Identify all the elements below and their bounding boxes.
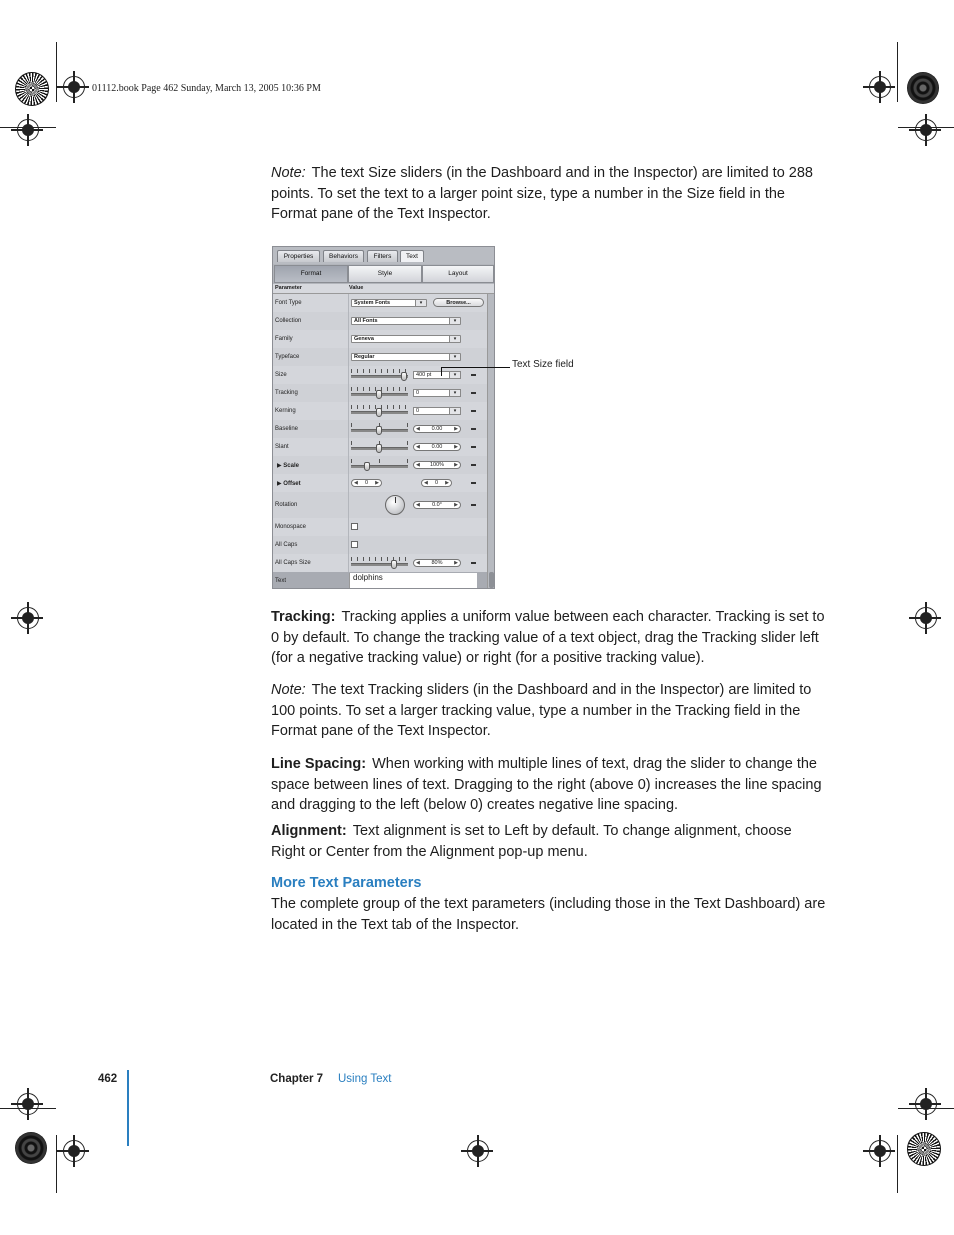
- crosshair-bar: [863, 86, 895, 88]
- scale-value: 100%: [429, 462, 445, 468]
- alignment-paragraph: [271, 821, 827, 862]
- note-label: Note:: [271, 682, 306, 698]
- crosshair-bar: [57, 86, 89, 88]
- crosshair-bar: [11, 1103, 43, 1105]
- parameter-header: [273, 284, 494, 294]
- row-rotation: [273, 492, 487, 519]
- row-text: [273, 572, 487, 589]
- kerning-field[interactable]: [413, 407, 461, 415]
- chevron-left-icon[interactable]: ◀: [416, 444, 420, 450]
- segment-style[interactable]: Style: [348, 265, 422, 283]
- baseline-value: 0.00: [431, 426, 443, 432]
- slider-thumb[interactable]: [376, 390, 382, 399]
- segment-format[interactable]: Format: [274, 265, 348, 283]
- collection-popup[interactable]: [351, 317, 461, 325]
- monospace-checkbox[interactable]: [351, 523, 358, 530]
- chevron-down-icon: ▾: [449, 390, 460, 396]
- tracking-text: Tracking applies a uniform value between each character. Tracking is set to 0 by default. To change the tracking value of a text object, drag the Tracking slider left (for a negative tracking value) or right (for a positive tracking value).: [271, 609, 825, 666]
- slider-thumb[interactable]: [376, 426, 382, 435]
- kerning-slider[interactable]: [351, 405, 408, 417]
- size-label: Size: [275, 372, 287, 378]
- callout-leader: [441, 367, 510, 368]
- row-all-caps: [273, 536, 487, 555]
- inspector-scrollbar[interactable]: [487, 294, 495, 589]
- offset-x-value: 0: [364, 480, 369, 486]
- reset-icon[interactable]: [471, 464, 476, 466]
- tab-properties[interactable]: Properties: [277, 250, 320, 262]
- crosshair-bar: [11, 617, 43, 619]
- row-scale: [273, 456, 487, 475]
- crosshair-bar: [909, 1103, 941, 1105]
- alignment-term: Alignment:: [271, 823, 347, 839]
- kerning-label: Kerning: [275, 408, 296, 414]
- registration-target-top-right: [907, 72, 939, 104]
- baseline-slider[interactable]: [351, 423, 408, 435]
- chevron-right-icon[interactable]: ▶: [445, 480, 449, 486]
- print-slug: 01112.book Page 462 Sunday, March 13, 2005 10:36 PM: [92, 83, 321, 94]
- tab-filters[interactable]: Filters: [367, 250, 398, 262]
- offset-x-stepper[interactable]: [351, 479, 382, 487]
- row-all-caps-size: [273, 554, 487, 573]
- slant-stepper[interactable]: [413, 443, 461, 451]
- callout-leader: [441, 367, 442, 376]
- scale-label[interactable]: [277, 462, 299, 469]
- slider-thumb[interactable]: [364, 462, 370, 471]
- crosshair-bar: [11, 129, 43, 131]
- section-heading: More Text Parameters: [271, 875, 422, 891]
- row-monospace: [273, 518, 487, 537]
- header-value: Value: [349, 285, 364, 291]
- tracking-slider[interactable]: [351, 387, 408, 399]
- crosshair-bar: [863, 1150, 895, 1152]
- scale-slider[interactable]: [351, 459, 408, 471]
- family-popup[interactable]: [351, 335, 461, 343]
- family-label: Family: [275, 336, 293, 342]
- monospace-label: Monospace: [275, 524, 307, 530]
- slant-label: Slant: [275, 444, 289, 450]
- text-entry-field[interactable]: dolphins: [349, 573, 477, 588]
- font-type-label: Font Type: [275, 300, 302, 306]
- kerning-value: 0: [416, 408, 420, 414]
- page-number: 462: [98, 1073, 118, 1085]
- text-inspector-screenshot: [272, 246, 495, 589]
- size-slider[interactable]: [351, 369, 408, 381]
- chevron-right-icon[interactable]: ▶: [454, 426, 458, 432]
- inspector-tab-bar: [273, 247, 494, 264]
- all-caps-checkbox[interactable]: [351, 541, 358, 548]
- chevron-down-icon: ▾: [449, 336, 460, 342]
- tracking-field[interactable]: [413, 389, 461, 397]
- all-caps-size-value: 80%: [431, 560, 443, 566]
- text-label: Text: [275, 578, 287, 584]
- reset-icon[interactable]: [471, 562, 476, 564]
- callout-text-size-field: Text Size field: [512, 359, 574, 370]
- registration-star-top-left: [15, 72, 49, 106]
- chevron-left-icon[interactable]: ◀: [354, 480, 358, 486]
- crosshair-bar: [909, 617, 941, 619]
- chevron-right-icon[interactable]: ▶: [454, 502, 458, 508]
- typeface-popup[interactable]: [351, 353, 461, 361]
- reset-icon[interactable]: [471, 504, 476, 506]
- crosshair-bar: [909, 129, 941, 131]
- row-baseline: [273, 420, 487, 439]
- row-size: [273, 366, 487, 385]
- section-paragraph: The complete group of the text parameters (including those in the Text Dashboard) are located in the Text tab of the Inspector.: [271, 896, 826, 933]
- row-typeface: [273, 348, 487, 367]
- slider-thumb[interactable]: [391, 560, 397, 569]
- disclosure-triangle-icon[interactable]: ▶: [277, 481, 282, 487]
- chevron-down-icon: ▾: [449, 372, 460, 378]
- line-spacing-text: When working with multiple lines of text, drag the slider to change the space between lines of text. Dragging to the right (above 0) increases the line spacing and dragging to the left (below 0) creates negative line spacing.: [271, 756, 822, 813]
- rotation-stepper[interactable]: [413, 501, 461, 509]
- crosshair-bar: [57, 1150, 89, 1152]
- family-value: Geneva: [354, 336, 374, 342]
- line-spacing-paragraph: [271, 754, 827, 816]
- alignment-text: Text alignment is set to Left by default. To change alignment, choose Right or Center from the Alignment pop-up menu.: [271, 823, 792, 860]
- note-size-limit: [271, 163, 827, 225]
- size-field[interactable]: [413, 371, 461, 379]
- chevron-down-icon: ▾: [449, 408, 460, 414]
- rotation-label: Rotation: [275, 502, 298, 508]
- reset-icon[interactable]: [471, 374, 476, 376]
- row-collection: [273, 312, 487, 331]
- pane-selector: [273, 264, 494, 284]
- note-tracking-limit: [271, 680, 827, 742]
- offset-label-text: Offset: [283, 481, 301, 487]
- chevron-left-icon[interactable]: ◀: [416, 426, 420, 432]
- chevron-left-icon[interactable]: ◀: [416, 560, 420, 566]
- all-caps-size-label: All Caps Size: [275, 560, 311, 566]
- row-font-type: [273, 294, 487, 313]
- crosshair-bar: [461, 1150, 493, 1152]
- note-label: Note:: [271, 165, 306, 181]
- typeface-value: Regular: [354, 354, 375, 360]
- chevron-left-icon[interactable]: ◀: [416, 502, 420, 508]
- slider-thumb[interactable]: [401, 372, 407, 381]
- reset-icon[interactable]: [471, 410, 476, 412]
- chevron-right-icon[interactable]: ▶: [454, 560, 458, 566]
- offset-y-value: 0: [434, 480, 439, 486]
- chapter-title: Using Text: [338, 1073, 392, 1085]
- row-offset: [273, 474, 487, 493]
- stepper-arrows-icon: ▾: [415, 300, 426, 306]
- font-type-popup[interactable]: [351, 299, 427, 307]
- collection-label: Collection: [275, 318, 302, 324]
- chevron-left-icon[interactable]: ◀: [424, 480, 428, 486]
- row-tracking: [273, 384, 487, 403]
- rotation-dial[interactable]: [385, 495, 405, 515]
- slant-value: 0.00: [431, 444, 443, 450]
- reset-icon[interactable]: [471, 446, 476, 448]
- note-text: The text Size sliders (in the Dashboard and in the Inspector) are limited to 288 points. To set the text to a larger point size, type a number in the Size field in the Format pane of the Text Inspector.: [271, 165, 813, 222]
- tracking-term: Tracking:: [271, 609, 336, 625]
- row-family: [273, 330, 487, 349]
- reset-icon[interactable]: [471, 392, 476, 394]
- all-caps-label: All Caps: [275, 542, 298, 548]
- offset-label[interactable]: [277, 480, 301, 487]
- registration-star-bottom-right: [907, 1132, 941, 1166]
- chapter-label: Chapter 7: [270, 1073, 324, 1085]
- tab-text[interactable]: Text: [400, 250, 424, 262]
- footer-rule: [127, 1070, 129, 1146]
- note-text: The text Tracking sliders (in the Dashboard and in the Inspector) are limited to 100 points. To set a larger tracking value, type a number in the Tracking field in the Format pane of the Text Inspector.: [271, 682, 812, 739]
- header-parameter: Parameter: [275, 285, 302, 291]
- tracking-value: 0: [416, 390, 420, 396]
- browse-button[interactable]: Browse...: [433, 298, 484, 307]
- line-spacing-term: Line Spacing:: [271, 756, 367, 772]
- reset-icon[interactable]: [471, 428, 476, 430]
- reset-icon[interactable]: [471, 482, 476, 484]
- scroll-knob[interactable]: [489, 572, 494, 588]
- registration-target-bottom-left: [15, 1132, 47, 1164]
- font-type-value: System Fonts: [354, 300, 391, 306]
- scale-label-text: Scale: [283, 463, 299, 469]
- row-slant: [273, 438, 487, 457]
- tab-behaviors[interactable]: Behaviors: [323, 250, 364, 262]
- slider-thumb[interactable]: [376, 444, 382, 453]
- chevron-down-icon: ▾: [449, 318, 460, 324]
- rotation-value: 0.0°: [432, 502, 442, 508]
- typeface-label: Typeface: [275, 354, 300, 360]
- baseline-label: Baseline: [275, 426, 299, 432]
- disclosure-triangle-icon[interactable]: ▶: [277, 463, 282, 469]
- chevron-right-icon[interactable]: ▶: [454, 462, 458, 468]
- tracking-paragraph: [271, 607, 827, 669]
- chevron-left-icon[interactable]: ◀: [416, 462, 420, 468]
- segment-layout[interactable]: Layout: [422, 265, 494, 283]
- size-value: 400 pt: [416, 372, 432, 378]
- all-caps-size-stepper[interactable]: [413, 559, 461, 567]
- row-kerning: [273, 402, 487, 421]
- tracking-label: Tracking: [275, 390, 298, 396]
- baseline-stepper[interactable]: [413, 425, 461, 433]
- chevron-down-icon: ▾: [449, 354, 460, 360]
- collection-value: All Fonts: [354, 318, 378, 324]
- slider-thumb[interactable]: [376, 408, 382, 417]
- offset-y-stepper[interactable]: [421, 479, 452, 487]
- all-caps-size-slider[interactable]: [351, 557, 408, 569]
- scale-stepper[interactable]: [413, 461, 461, 469]
- chevron-right-icon[interactable]: ▶: [454, 444, 458, 450]
- slant-slider[interactable]: [351, 441, 408, 453]
- chevron-right-icon[interactable]: ▶: [375, 480, 379, 486]
